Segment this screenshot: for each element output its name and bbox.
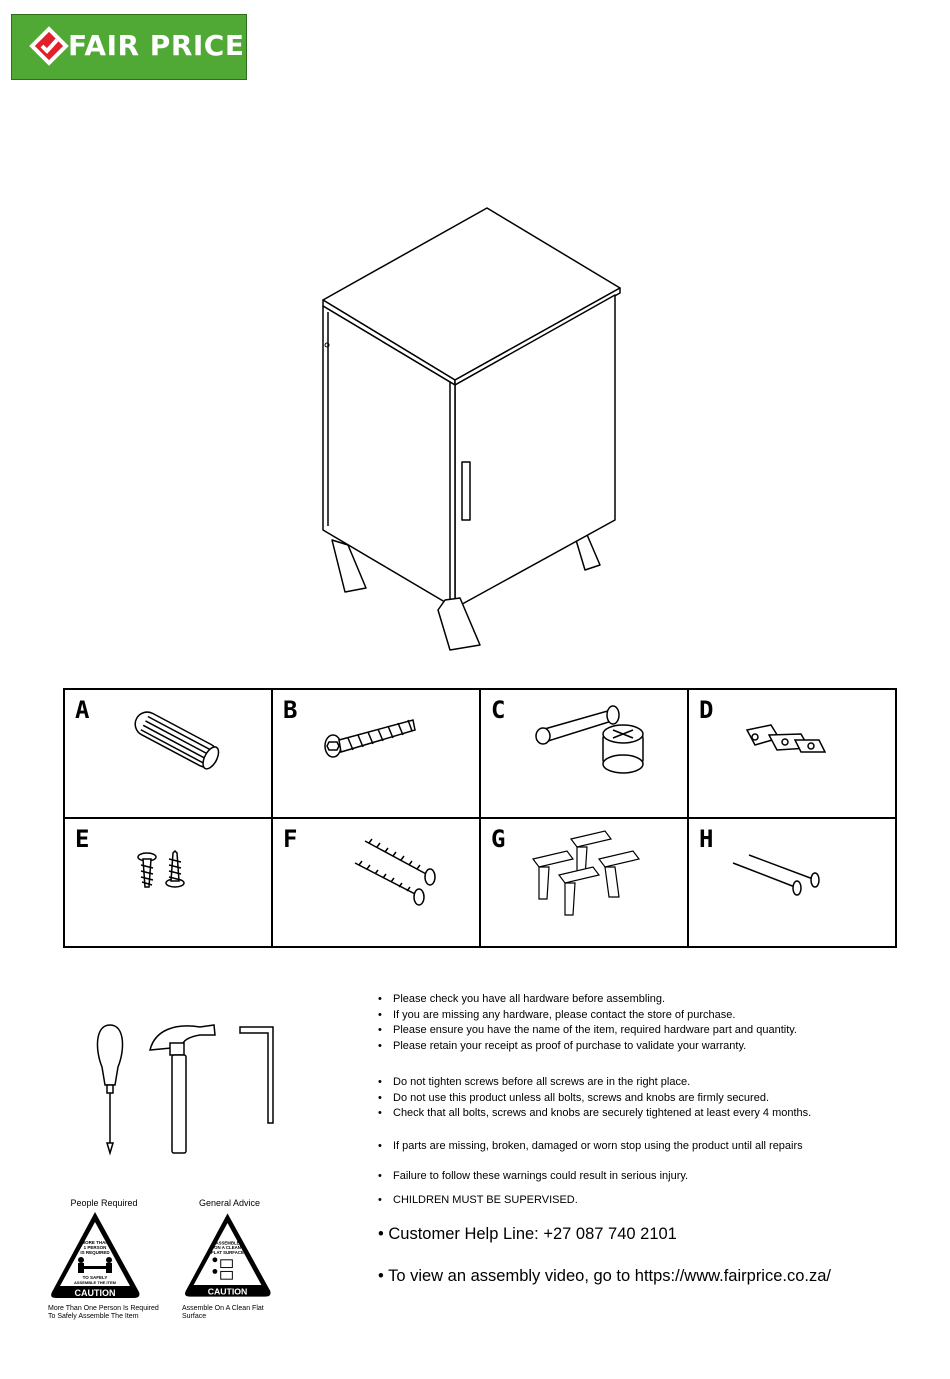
part-letter: D [699,696,714,724]
instruction-item: • If parts are missing, broken, damaged or worn stop using the product until all repairs [378,1139,878,1155]
part-cell-a [64,689,272,818]
assembly-video-link[interactable]: • To view an assembly video, go to https://www.fairprice.co.za/ [378,1267,832,1285]
caution-triangle-icon [48,1208,143,1300]
caution-inner-text: MORE THAN [81,1240,109,1245]
caution-general-advice [182,1198,277,1321]
tools-illustration [90,1015,290,1160]
caution-people-required [48,1198,160,1321]
caution-caption: Assemble On A Clean Flat Surface [182,1305,264,1320]
caution-inner-text: IS REQUIRED [80,1250,110,1255]
part-cell-g [480,818,688,947]
caution-label: CAUTION [74,1288,116,1298]
part-cell-c [480,689,688,818]
caution-triangle-icon [182,1208,274,1300]
part-letter: B [283,696,298,724]
safety-instructions [378,992,878,1208]
instruction-item: • Please ensure you have the name of the item, required hardware part and quantity. [378,1023,878,1039]
part-cell-d [688,689,896,818]
caution-inner-text: ON A CLEAN [214,1245,241,1251]
instruction-item: • Do not tighten screws before all screws are in the right place. [378,1075,878,1091]
part-cell-b [272,689,480,818]
short-screws-icon [65,819,271,946]
caution-title: People Required [70,1198,138,1208]
part-cell-f [272,818,480,947]
part-letter: H [699,825,714,853]
instruction-item: • Do not use this product unless all bolts, screws and knobs are firmly secured. [378,1091,878,1107]
caution-label: CAUTION [207,1286,248,1297]
instruction-item: • If you are missing any hardware, please contact the store of purchase. [378,1008,878,1024]
caution-inner-text: FLAT SURFACE [211,1250,244,1255]
hammer-icon [150,1025,215,1153]
legs-icon [481,819,687,946]
part-letter: C [491,696,506,724]
instruction-item: • Please check you have all hardware before assembling. [378,992,878,1008]
cam-lock-icon [481,690,687,817]
tightening-list [378,1075,878,1122]
part-letter: A [75,696,90,724]
cabinet-illustration [300,200,630,660]
part-letter: E [75,825,90,853]
instruction-item: • Please retain your receipt as proof of purchase to validate your warranty. [378,1039,878,1055]
caution-title: General Advice [198,1198,261,1208]
caution-inner-text: TO SAFELY [82,1275,108,1280]
wooden-dowel-icon [65,690,271,817]
hinge-icon [689,690,895,817]
checkmark-diamond-icon [28,25,70,67]
hardware-parts-table [63,688,897,948]
instruction-item: • CHILDREN MUST BE SUPERVISED. [378,1193,878,1209]
caution-caption: More Than One Person Is Required To Safely Assemble The Item [48,1305,159,1320]
caution-inner-text: ASSEMBLE THE ITEM [73,1280,117,1285]
long-screws-icon [273,819,479,946]
part-letter: F [283,825,298,853]
brand-logo [11,14,247,80]
brand-name: FAIR PRICE [68,29,245,62]
customer-helpline: • Customer Help Line: +27 087 740 2101 [378,1225,677,1243]
instruction-item: • Failure to follow these warnings could result in serious injury. [378,1169,878,1185]
caution-inner-text: 1 PERSON [83,1245,107,1250]
part-cell-h [688,818,896,947]
part-cell-e [64,818,272,947]
allen-key-icon [240,1027,273,1123]
hardware-check-list [378,992,878,1054]
connector-bolt-icon [273,690,479,817]
caution-inner-text: ASSEMBLE [215,1240,240,1246]
instruction-item: • Check that all bolts, screws and knobs are securely tightened at least every 4 months. [378,1106,878,1122]
part-letter: G [491,825,506,853]
nails-icon [689,819,895,946]
screwdriver-icon [97,1025,122,1153]
